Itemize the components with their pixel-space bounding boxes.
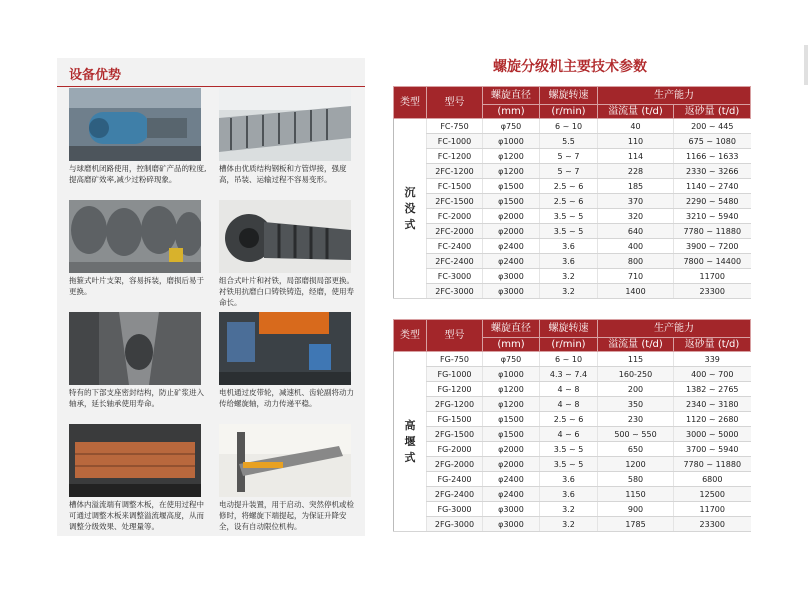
- overflow-cell: 200: [598, 382, 674, 397]
- sand-return-cell: 1382 ~ 2765: [674, 382, 751, 397]
- sand-return-cell: 400 ~ 700: [674, 367, 751, 382]
- sand-return-cell: 200 ~ 445: [674, 119, 751, 134]
- sand-return-cell: 23300: [674, 517, 751, 532]
- sand-return-cell: 3700 ~ 5940: [674, 442, 751, 457]
- model-cell: FC-1500: [427, 179, 483, 194]
- diameter-cell: φ2400: [483, 472, 540, 487]
- feature-caption: 组合式叶片和衬铁，局部磨损局部更换。衬铁用抗磨白口铸铁铸造，经磨，使用寿命长。: [219, 276, 354, 307]
- overflow-cell: 350: [598, 397, 674, 412]
- header-speed: 螺旋转速: [540, 320, 598, 338]
- speed-cell: 4.3 ~ 7.4: [540, 367, 598, 382]
- diameter-cell: φ2000: [483, 457, 540, 472]
- model-cell: 2FG-3000: [427, 517, 483, 532]
- table-row: [394, 239, 751, 254]
- overflow-cell: 320: [598, 209, 674, 224]
- diameter-cell: φ1000: [483, 134, 540, 149]
- spec-table-high-weir: [393, 319, 751, 532]
- type-group-label: 高堰式: [404, 418, 416, 464]
- diameter-cell: φ2400: [483, 239, 540, 254]
- model-cell: FG-2400: [427, 472, 483, 487]
- overflow-cell: 230: [598, 412, 674, 427]
- speed-cell: 3.2: [540, 502, 598, 517]
- model-cell: 2FC-3000: [427, 284, 483, 299]
- header-type: 类型: [394, 320, 427, 352]
- diameter-cell: φ1500: [483, 427, 540, 442]
- diameter-cell: φ1200: [483, 382, 540, 397]
- feature-caption: 特有的下部支座密封结构，防止矿浆进入轴承，延长轴承使用寿命。: [69, 388, 204, 408]
- table-row: [394, 457, 751, 472]
- speed-cell: 3.6: [540, 239, 598, 254]
- header-sand-return: 返砂量 (t/d): [674, 338, 751, 352]
- speed-cell: 4 ~ 8: [540, 397, 598, 412]
- feature-blade-support: [69, 200, 207, 297]
- ball-mill-photo: [69, 88, 201, 161]
- tank-body-photo: [219, 88, 351, 161]
- header-speed-unit: (r/min): [540, 105, 598, 119]
- table-row: [394, 502, 751, 517]
- blade-support-photo: [69, 200, 201, 273]
- sand-return-cell: 7780 ~ 11880: [674, 224, 751, 239]
- speed-cell: 3.5 ~ 5: [540, 442, 598, 457]
- table-row: [394, 269, 751, 284]
- overflow-cell: 228: [598, 164, 674, 179]
- overflow-cell: 900: [598, 502, 674, 517]
- table-row: [394, 179, 751, 194]
- feature-ball-mill: [69, 88, 207, 185]
- overflow-cell: 1150: [598, 487, 674, 502]
- model-cell: 2FG-2000: [427, 457, 483, 472]
- sand-return-cell: 2330 ~ 3266: [674, 164, 751, 179]
- diameter-cell: φ1500: [483, 179, 540, 194]
- diameter-cell: φ1000: [483, 367, 540, 382]
- speed-cell: 5 ~ 7: [540, 164, 598, 179]
- sand-return-cell: 339: [674, 352, 751, 367]
- overflow-cell: 800: [598, 254, 674, 269]
- overflow-cell: 40: [598, 119, 674, 134]
- header-capacity: 生产能力: [598, 87, 751, 105]
- feature-caption: 电动提升装置，用于启动、突然停机或检修时，将螺旋下端提起，为保证升降安全，设有自动限位机构。: [219, 500, 354, 531]
- sand-return-cell: 1120 ~ 2680: [674, 412, 751, 427]
- combined-blades-photo: [219, 200, 351, 273]
- model-cell: FG-750: [427, 352, 483, 367]
- model-cell: FG-1000: [427, 367, 483, 382]
- model-cell: 2FG-1500: [427, 427, 483, 442]
- sand-return-cell: 11700: [674, 269, 751, 284]
- sand-return-cell: 6800: [674, 472, 751, 487]
- speed-cell: 3.6: [540, 254, 598, 269]
- overflow-cell: 400: [598, 239, 674, 254]
- sand-return-cell: 23300: [674, 284, 751, 299]
- speed-cell: 3.6: [540, 472, 598, 487]
- model-cell: FG-3000: [427, 502, 483, 517]
- table-row: [394, 149, 751, 164]
- overflow-cell: 114: [598, 149, 674, 164]
- feature-electric-lift: [219, 424, 357, 532]
- overflow-cell: 1200: [598, 457, 674, 472]
- model-cell: FC-2400: [427, 239, 483, 254]
- table-row: [394, 209, 751, 224]
- diameter-cell: φ3000: [483, 517, 540, 532]
- feature-tank-body: [219, 88, 357, 185]
- overflow-cell: 1785: [598, 517, 674, 532]
- table-row: [394, 382, 751, 397]
- equipment-advantages-panel: [57, 58, 365, 536]
- speed-cell: 4 ~ 6: [540, 427, 598, 442]
- feature-overflow-board: [69, 424, 207, 532]
- model-cell: 2FG-1200: [427, 397, 483, 412]
- feature-caption: 与球磨机闭路使用，控制磨矿产品的粒度,提高磨矿效率,减少过粉碎现象。: [69, 164, 207, 184]
- sand-return-cell: 11700: [674, 502, 751, 517]
- diameter-cell: φ2400: [483, 254, 540, 269]
- overflow-cell: 580: [598, 472, 674, 487]
- speed-cell: 4 ~ 8: [540, 382, 598, 397]
- model-cell: FC-3000: [427, 269, 483, 284]
- header-diameter: 螺旋直径: [483, 320, 540, 338]
- table-row: [394, 397, 751, 412]
- speed-cell: 6 ~ 10: [540, 352, 598, 367]
- feature-drive: [219, 312, 357, 409]
- model-cell: FG-1200: [427, 382, 483, 397]
- speed-cell: 2.5 ~ 6: [540, 194, 598, 209]
- table-row: [394, 164, 751, 179]
- type-group-cell: [394, 119, 427, 299]
- speed-cell: 3.5 ~ 5: [540, 224, 598, 239]
- header-model: 型号: [427, 87, 483, 119]
- model-cell: FC-1200: [427, 149, 483, 164]
- diameter-cell: φ1500: [483, 194, 540, 209]
- bottom-seal-photo: [69, 312, 201, 385]
- table-row: [394, 427, 751, 442]
- table-row: [394, 224, 751, 239]
- diameter-cell: φ1500: [483, 412, 540, 427]
- diameter-cell: φ2000: [483, 442, 540, 457]
- diameter-cell: φ750: [483, 352, 540, 367]
- header-diameter-unit: (mm): [483, 105, 540, 119]
- header-capacity: 生产能力: [598, 320, 751, 338]
- spec-table-submerged: [393, 86, 751, 299]
- type-group-label: 沉没式: [404, 185, 416, 231]
- speed-cell: 3.2: [540, 517, 598, 532]
- header-model: 型号: [427, 320, 483, 352]
- diameter-cell: φ3000: [483, 269, 540, 284]
- sand-return-cell: 1166 ~ 1633: [674, 149, 751, 164]
- model-cell: FG-2000: [427, 442, 483, 457]
- sand-return-cell: 12500: [674, 487, 751, 502]
- header-type: 类型: [394, 87, 427, 119]
- title-divider: [57, 86, 365, 87]
- sand-return-cell: 2290 ~ 5480: [674, 194, 751, 209]
- table-row: [394, 134, 751, 149]
- speed-cell: 5.5: [540, 134, 598, 149]
- diameter-cell: φ3000: [483, 502, 540, 517]
- page-edge-tab: [804, 45, 808, 85]
- model-cell: 2FC-1200: [427, 164, 483, 179]
- feature-bottom-seal: [69, 312, 207, 409]
- header-speed-unit: (r/min): [540, 338, 598, 352]
- overflow-cell: 370: [598, 194, 674, 209]
- speed-cell: 3.5 ~ 5: [540, 209, 598, 224]
- sand-return-cell: 1140 ~ 2740: [674, 179, 751, 194]
- speed-cell: 2.5 ~ 6: [540, 412, 598, 427]
- feature-caption: 拖箍式叶片支架，容易拆装，磨损后易于更换。: [69, 276, 204, 296]
- type-group-cell: [394, 352, 427, 532]
- header-sand-return: 返砂量 (t/d): [674, 105, 751, 119]
- table-row: [394, 254, 751, 269]
- feature-caption: 槽体由优质结构钢板和方管焊接，强度高，吊装、运输过程不容易变形。: [219, 164, 347, 184]
- overflow-cell: 110: [598, 134, 674, 149]
- header-diameter: 螺旋直径: [483, 87, 540, 105]
- overflow-cell: 640: [598, 224, 674, 239]
- speed-cell: 6 ~ 10: [540, 119, 598, 134]
- speed-cell: 3.5 ~ 5: [540, 457, 598, 472]
- table-row: [394, 412, 751, 427]
- advantages-title: 设备优势: [69, 68, 122, 83]
- table-row: [394, 119, 751, 134]
- table-row: [394, 367, 751, 382]
- overflow-cell: 650: [598, 442, 674, 457]
- header-overflow: 溢流量 (t/d): [598, 338, 674, 352]
- speed-cell: 2.5 ~ 6: [540, 179, 598, 194]
- overflow-cell: 710: [598, 269, 674, 284]
- model-cell: 2FC-1500: [427, 194, 483, 209]
- model-cell: FC-750: [427, 119, 483, 134]
- diameter-cell: φ2400: [483, 487, 540, 502]
- speed-cell: 3.2: [540, 269, 598, 284]
- model-cell: 2FG-2400: [427, 487, 483, 502]
- model-cell: FG-1500: [427, 412, 483, 427]
- diameter-cell: φ1200: [483, 164, 540, 179]
- table-row: [394, 284, 751, 299]
- header-overflow: 溢流量 (t/d): [598, 105, 674, 119]
- diameter-cell: φ1200: [483, 149, 540, 164]
- table-row: [394, 194, 751, 209]
- diameter-cell: φ1200: [483, 397, 540, 412]
- table-row: [394, 352, 751, 367]
- table-row: [394, 442, 751, 457]
- overflow-cell: 160-250: [598, 367, 674, 382]
- feature-caption: 槽体内溢流端有调整木板，在使用过程中可通过调整木板来调整溢流堰高度，从而调整分级效果、处理量等。: [69, 500, 204, 531]
- overflow-cell: 1400: [598, 284, 674, 299]
- table-row: [394, 472, 751, 487]
- diameter-cell: φ3000: [483, 284, 540, 299]
- table-row: [394, 487, 751, 502]
- feature-caption: 电机通过皮带轮，减速机、齿轮副将动力传给螺旋轴，动力传递平稳。: [219, 388, 354, 408]
- model-cell: 2FC-2400: [427, 254, 483, 269]
- header-speed: 螺旋转速: [540, 87, 598, 105]
- model-cell: 2FC-2000: [427, 224, 483, 239]
- sand-return-cell: 3900 ~ 7200: [674, 239, 751, 254]
- sand-return-cell: 7780 ~ 11880: [674, 457, 751, 472]
- model-cell: FC-2000: [427, 209, 483, 224]
- speed-cell: 3.2: [540, 284, 598, 299]
- overflow-cell: 500 ~ 550: [598, 427, 674, 442]
- sand-return-cell: 7800 ~ 14400: [674, 254, 751, 269]
- electric-lift-photo: [219, 424, 351, 497]
- diameter-cell: φ2000: [483, 209, 540, 224]
- header-diameter-unit: (mm): [483, 338, 540, 352]
- speed-cell: 5 ~ 7: [540, 149, 598, 164]
- overflow-cell: 185: [598, 179, 674, 194]
- model-cell: FC-1000: [427, 134, 483, 149]
- speed-cell: 3.6: [540, 487, 598, 502]
- feature-combined-blades: [219, 200, 357, 308]
- diameter-cell: φ750: [483, 119, 540, 134]
- sand-return-cell: 675 ~ 1080: [674, 134, 751, 149]
- sand-return-cell: 2340 ~ 3180: [674, 397, 751, 412]
- table-row: [394, 517, 751, 532]
- overflow-board-photo: [69, 424, 201, 497]
- spec-title: 螺旋分级机主要技术参数: [493, 59, 647, 75]
- drive-photo: [219, 312, 351, 385]
- overflow-cell: 115: [598, 352, 674, 367]
- sand-return-cell: 3000 ~ 5000: [674, 427, 751, 442]
- diameter-cell: φ2000: [483, 224, 540, 239]
- sand-return-cell: 3210 ~ 5940: [674, 209, 751, 224]
